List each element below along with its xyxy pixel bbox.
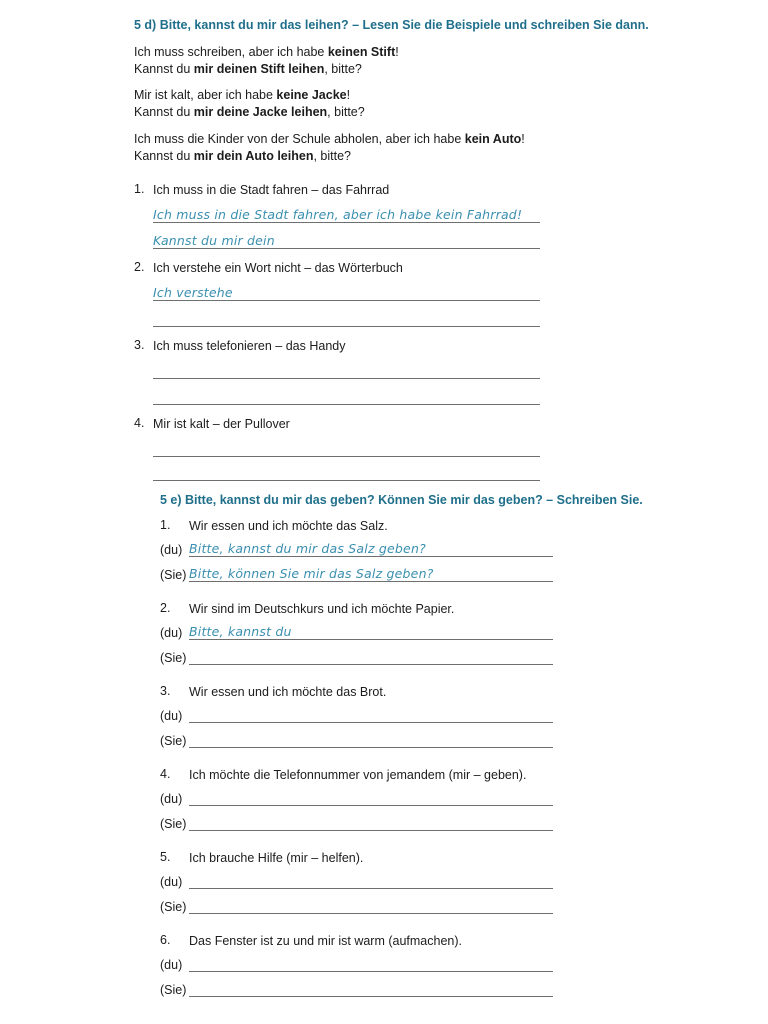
du-label: (du) (160, 709, 183, 723)
du-label: (du) (160, 958, 183, 972)
answer-line (153, 222, 540, 223)
answer-line (153, 300, 540, 301)
answer-line (189, 971, 553, 972)
item-4-number: 4. (134, 416, 145, 430)
item-2-answer-1[interactable]: Ich verstehe (153, 285, 233, 300)
sie-label: (Sie) (160, 568, 187, 582)
sie-label: (Sie) (160, 734, 187, 748)
answer-line (189, 888, 553, 889)
5e-item-1-du-answer[interactable]: Bitte, kannst du mir das Salz geben? (189, 541, 426, 556)
answer-line (153, 404, 540, 405)
example-2-line-1: Mir ist kalt, aber ich habe keine Jacke! (134, 88, 351, 102)
sie-label: (Sie) (160, 900, 187, 914)
exercise-5d-heading: 5 d) Bitte, kannst du mir das leihen? – Lesen Sie die Beispiele und schreiben Sie dann. (134, 18, 649, 32)
du-label: (du) (160, 792, 183, 806)
example-1-line-2: Kannst du mir deinen Stift leihen, bitte? (134, 62, 362, 76)
answer-line (189, 747, 553, 748)
answer-line (153, 248, 540, 249)
du-label: (du) (160, 875, 183, 889)
answer-line (189, 996, 553, 997)
answer-line (153, 326, 540, 327)
answer-line (189, 805, 553, 806)
answer-line (189, 556, 553, 557)
example-2-line-2: Kannst du mir deine Jacke leihen, bitte? (134, 105, 365, 119)
answer-line (189, 722, 553, 723)
5e-item-2-prompt: Wir sind im Deutschkurs und ich möchte Papier. (189, 602, 455, 616)
item-2-prompt: Ich verstehe ein Wort nicht – das Wörterbuch (153, 261, 403, 275)
answer-line (189, 830, 553, 831)
example-3-line-2: Kannst du mir dein Auto leihen, bitte? (134, 149, 351, 163)
exercise-5e-heading: 5 e) Bitte, kannst du mir das geben? Können Sie mir das geben? – Schreiben Sie. (160, 493, 643, 507)
item-4-prompt: Mir ist kalt – der Pullover (153, 417, 290, 431)
5e-item-4-number: 4. (160, 767, 171, 781)
5e-item-2-du-answer[interactable]: Bitte, kannst du (189, 624, 292, 639)
5e-item-5-number: 5. (160, 850, 171, 864)
5e-item-1-sie-answer[interactable]: Bitte, können Sie mir das Salz geben? (189, 566, 434, 581)
item-3-number: 3. (134, 338, 145, 352)
answer-line (189, 913, 553, 914)
answer-line (189, 664, 553, 665)
sie-label: (Sie) (160, 651, 187, 665)
item-1-prompt: Ich muss in die Stadt fahren – das Fahrrad (153, 183, 390, 197)
5e-item-3-prompt: Wir essen und ich möchte das Brot. (189, 685, 387, 699)
item-1-answer-2[interactable]: Kannst du mir dein (153, 233, 275, 248)
5e-item-1-number: 1. (160, 518, 171, 532)
answer-line (189, 581, 553, 582)
5e-item-3-number: 3. (160, 684, 171, 698)
5e-item-4-prompt: Ich möchte die Telefonnummer von jemandem (mir – geben). (189, 768, 527, 782)
5e-item-5-prompt: Ich brauche Hilfe (mir – helfen). (189, 851, 364, 865)
item-2-number: 2. (134, 260, 145, 274)
du-label: (du) (160, 626, 183, 640)
item-1-number: 1. (134, 182, 145, 196)
answer-line (153, 480, 540, 481)
item-1-answer-1[interactable]: Ich muss in die Stadt fahren, aber ich habe kein Fahrrad! (153, 207, 523, 222)
5e-item-6-number: 6. (160, 933, 171, 947)
example-3-line-1: Ich muss die Kinder von der Schule abholen, aber ich habe kein Auto! (134, 132, 525, 146)
answer-line (153, 378, 540, 379)
5e-item-1-prompt: Wir essen und ich möchte das Salz. (189, 519, 388, 533)
du-label: (du) (160, 543, 183, 557)
sie-label: (Sie) (160, 817, 187, 831)
5e-item-6-prompt: Das Fenster ist zu und mir ist warm (aufmachen). (189, 934, 462, 948)
example-1-line-1: Ich muss schreiben, aber ich habe keinen Stift! (134, 45, 399, 59)
answer-line (189, 639, 553, 640)
answer-line (153, 456, 540, 457)
sie-label: (Sie) (160, 983, 187, 997)
item-3-prompt: Ich muss telefonieren – das Handy (153, 339, 346, 353)
5e-item-2-number: 2. (160, 601, 171, 615)
